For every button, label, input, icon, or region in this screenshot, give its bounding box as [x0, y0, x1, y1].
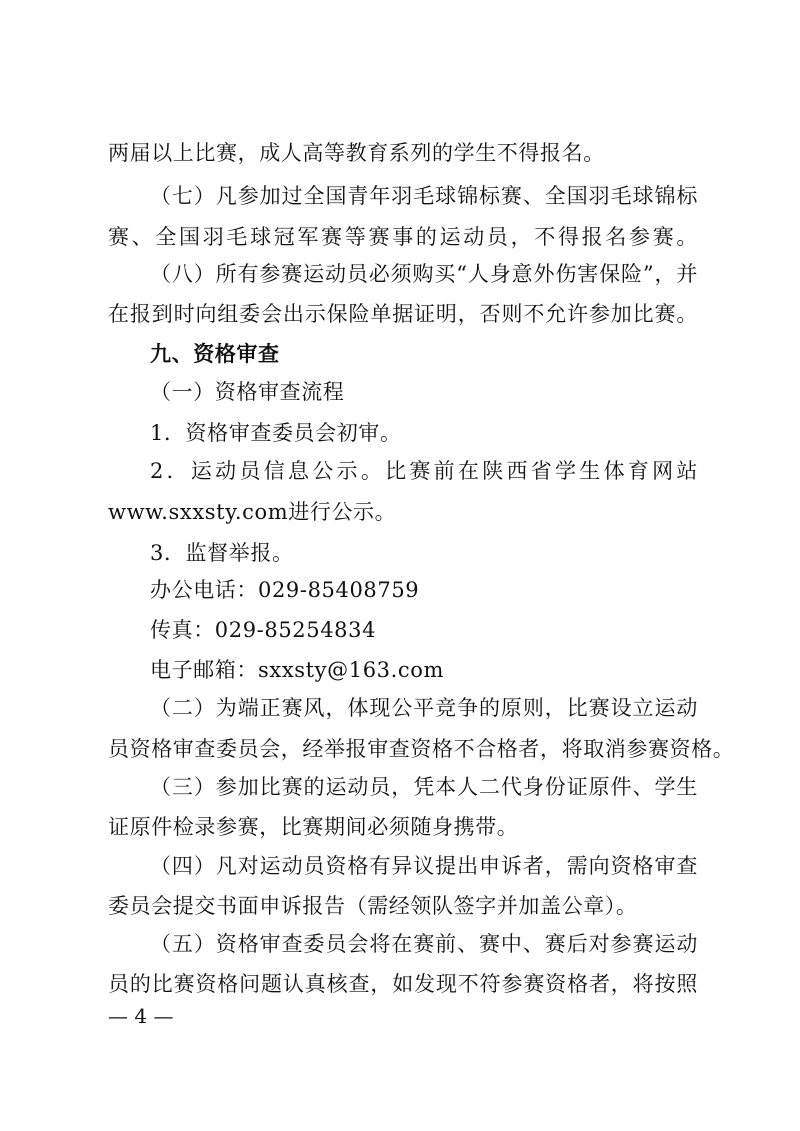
text-line-5: 在报到时向组委会出示保险单据证明，否则不允许参加比赛。 — [108, 302, 698, 326]
section-heading: 九、资格审查 — [150, 342, 280, 366]
text-line-15: （二）为端正赛风，体现公平竞争的原则，比赛设立运动 — [150, 696, 698, 720]
list-item-1: 1．资格审查委员会初审。 — [150, 421, 402, 445]
text-line-22: 员的比赛资格问题认真核查，如发现不符参赛资格者，将按照 — [108, 972, 698, 996]
website-line: www.sxxsty.com进行公示。 — [108, 500, 397, 524]
page-number: — 4 — — [108, 1004, 174, 1028]
text-line-16: 员资格审查委员会，经举报审查资格不合格者，将取消参赛资格。 — [108, 737, 735, 761]
office-phone: 办公电话：029-85408759 — [150, 578, 420, 602]
text-line-20: 委员会提交书面申诉报告（需经领队签字并加盖公章）。 — [108, 894, 638, 918]
email-address: 电子邮箱：sxxsty@163.com — [150, 658, 445, 682]
text-line-1: 两届以上比赛，成人高等教育系列的学生不得报名。 — [108, 141, 605, 165]
text-line-2: （七）凡参加过全国青年羽毛球锦标赛、全国羽毛球锦标 — [150, 184, 698, 208]
list-item-3: 3．监督举报。 — [150, 541, 294, 565]
list-item-2: 2．运动员信息公示。比赛前在陕西省学生体育网站 — [150, 459, 698, 483]
subsection-title: （一）资格审查流程 — [150, 380, 345, 404]
text-line-17: （三）参加比赛的运动员，凭本人二代身份证原件、学生 — [150, 775, 698, 799]
text-line-3: 赛、全国羽毛球冠军赛等赛事的运动员，不得报名参赛。 — [108, 225, 698, 249]
text-line-18: 证原件检录参赛，比赛期间必须随身携带。 — [108, 815, 519, 839]
fax-number: 传真：029-85254834 — [150, 618, 377, 642]
text-line-4: （八）所有参赛运动员必须购买“人身意外伤害保险”，并 — [150, 262, 698, 286]
text-line-21: （五）资格审查委员会将在赛前、赛中、赛后对参赛运动 — [150, 932, 698, 956]
text-line-19: （四）凡对运动员资格有异议提出申诉者，需向资格审查 — [150, 854, 698, 878]
